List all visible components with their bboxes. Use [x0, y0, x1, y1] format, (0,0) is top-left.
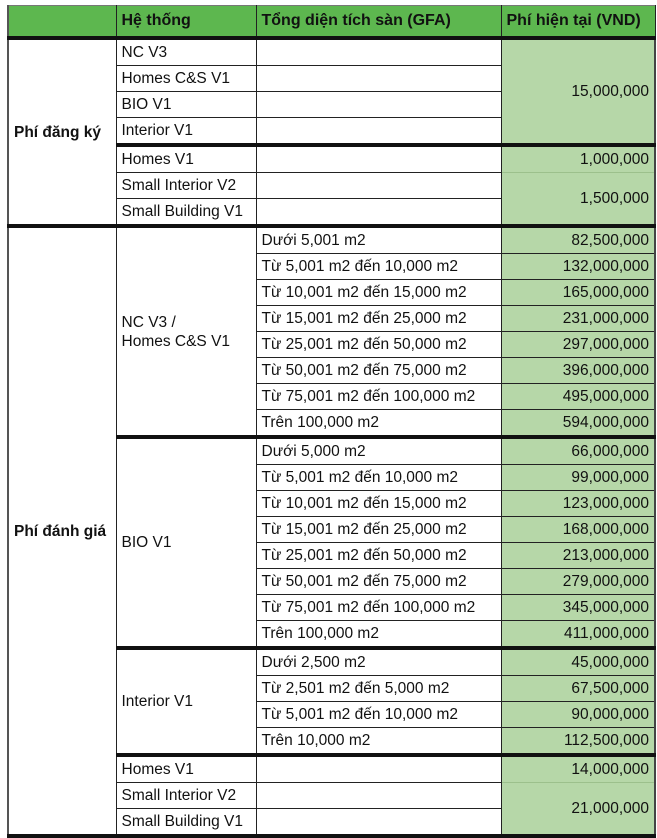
- fee-cell: 1,000,000: [501, 145, 655, 173]
- fee-cell: 213,000,000: [501, 543, 655, 569]
- system-cell: Homes C&S V1: [116, 66, 256, 92]
- gfa-cell: Dưới 2,500 m2: [256, 648, 501, 676]
- gfa-cell: Trên 100,000 m2: [256, 410, 501, 438]
- fee-cell: 82,500,000: [501, 226, 655, 254]
- fee-cell: 411,000,000: [501, 621, 655, 649]
- gfa-cell: [256, 145, 501, 173]
- system-line: Homes C&S V1: [121, 332, 231, 350]
- fee-cell: 297,000,000: [501, 332, 655, 358]
- gfa-cell: Trên 100,000 m2: [256, 621, 501, 649]
- fee-cell: 132,000,000: [501, 254, 655, 280]
- system-cell: Interior V1: [116, 648, 256, 755]
- fee-cell: 231,000,000: [501, 306, 655, 332]
- header-fee: Phí hiện tại (VND): [501, 6, 655, 39]
- system-cell: Homes V1: [116, 145, 256, 173]
- gfa-cell: Từ 2,501 m2 đến 5,000 m2: [256, 676, 501, 702]
- system-label-nc-homes: [122, 313, 251, 351]
- gfa-cell: Dưới 5,000 m2: [256, 437, 501, 465]
- gfa-cell: [256, 118, 501, 146]
- gfa-cell: [256, 38, 501, 66]
- fee-cell: 21,000,000: [501, 783, 655, 837]
- system-cell: Homes V1: [116, 755, 256, 783]
- fee-cell: 45,000,000: [501, 648, 655, 676]
- gfa-cell: Dưới 5,001 m2: [256, 226, 501, 254]
- system-cell: BIO V1: [116, 92, 256, 118]
- header-gfa: Tổng diện tích sàn (GFA): [256, 6, 501, 39]
- fee-cell: 67,500,000: [501, 676, 655, 702]
- gfa-cell: Từ 10,001 m2 đến 15,000 m2: [256, 280, 501, 306]
- system-cell: NC V3: [116, 38, 256, 66]
- system-cell: Interior V1: [116, 118, 256, 146]
- gfa-cell: Từ 5,001 m2 đến 10,000 m2: [256, 465, 501, 491]
- gfa-cell: [256, 66, 501, 92]
- gfa-cell: [256, 783, 501, 809]
- fee-cell: 66,000,000: [501, 437, 655, 465]
- table-row: [8, 226, 655, 254]
- gfa-cell: [256, 92, 501, 118]
- header-row: [8, 6, 655, 39]
- system-line: NC V3 /: [121, 313, 176, 331]
- header-system: Hệ thống: [116, 6, 256, 39]
- fee-cell: 165,000,000: [501, 280, 655, 306]
- group-registration: Phí đăng ký: [8, 38, 116, 226]
- fee-cell: 123,000,000: [501, 491, 655, 517]
- fee-cell: 99,000,000: [501, 465, 655, 491]
- fee-cell: 495,000,000: [501, 384, 655, 410]
- gfa-cell: Từ 10,001 m2 đến 15,000 m2: [256, 491, 501, 517]
- header-group: [8, 6, 116, 39]
- fee-cell: 168,000,000: [501, 517, 655, 543]
- system-cell: [116, 226, 256, 437]
- gfa-cell: Trên 10,000 m2: [256, 728, 501, 756]
- gfa-cell: Từ 5,001 m2 đến 10,000 m2: [256, 702, 501, 728]
- gfa-cell: Từ 75,001 m2 đến 100,000 m2: [256, 384, 501, 410]
- gfa-cell: Từ 50,001 m2 đến 75,000 m2: [256, 358, 501, 384]
- group-evaluation: Phí đánh giá: [8, 226, 116, 836]
- system-cell: Small Building V1: [116, 809, 256, 837]
- fee-cell: 15,000,000: [501, 38, 655, 145]
- gfa-cell: Từ 75,001 m2 đến 100,000 m2: [256, 595, 501, 621]
- gfa-cell: Từ 5,001 m2 đến 10,000 m2: [256, 254, 501, 280]
- system-cell: Small Interior V2: [116, 783, 256, 809]
- system-cell: BIO V1: [116, 437, 256, 648]
- gfa-cell: Từ 50,001 m2 đến 75,000 m2: [256, 569, 501, 595]
- gfa-cell: [256, 755, 501, 783]
- fee-cell: 14,000,000: [501, 755, 655, 783]
- table-row: [8, 38, 655, 66]
- gfa-cell: Từ 15,001 m2 đến 25,000 m2: [256, 306, 501, 332]
- fee-cell: 396,000,000: [501, 358, 655, 384]
- gfa-cell: Từ 25,001 m2 đến 50,000 m2: [256, 543, 501, 569]
- fee-cell: 279,000,000: [501, 569, 655, 595]
- gfa-cell: [256, 173, 501, 199]
- system-cell: Small Interior V2: [116, 173, 256, 199]
- fee-cell: 345,000,000: [501, 595, 655, 621]
- fee-cell: 90,000,000: [501, 702, 655, 728]
- fee-cell: 594,000,000: [501, 410, 655, 438]
- gfa-cell: Từ 25,001 m2 đến 50,000 m2: [256, 332, 501, 358]
- fee-table: [7, 5, 656, 838]
- gfa-cell: [256, 199, 501, 227]
- fee-cell: 112,500,000: [501, 728, 655, 756]
- gfa-cell: Từ 15,001 m2 đến 25,000 m2: [256, 517, 501, 543]
- fee-cell: 1,500,000: [501, 173, 655, 227]
- system-cell: Small Building V1: [116, 199, 256, 227]
